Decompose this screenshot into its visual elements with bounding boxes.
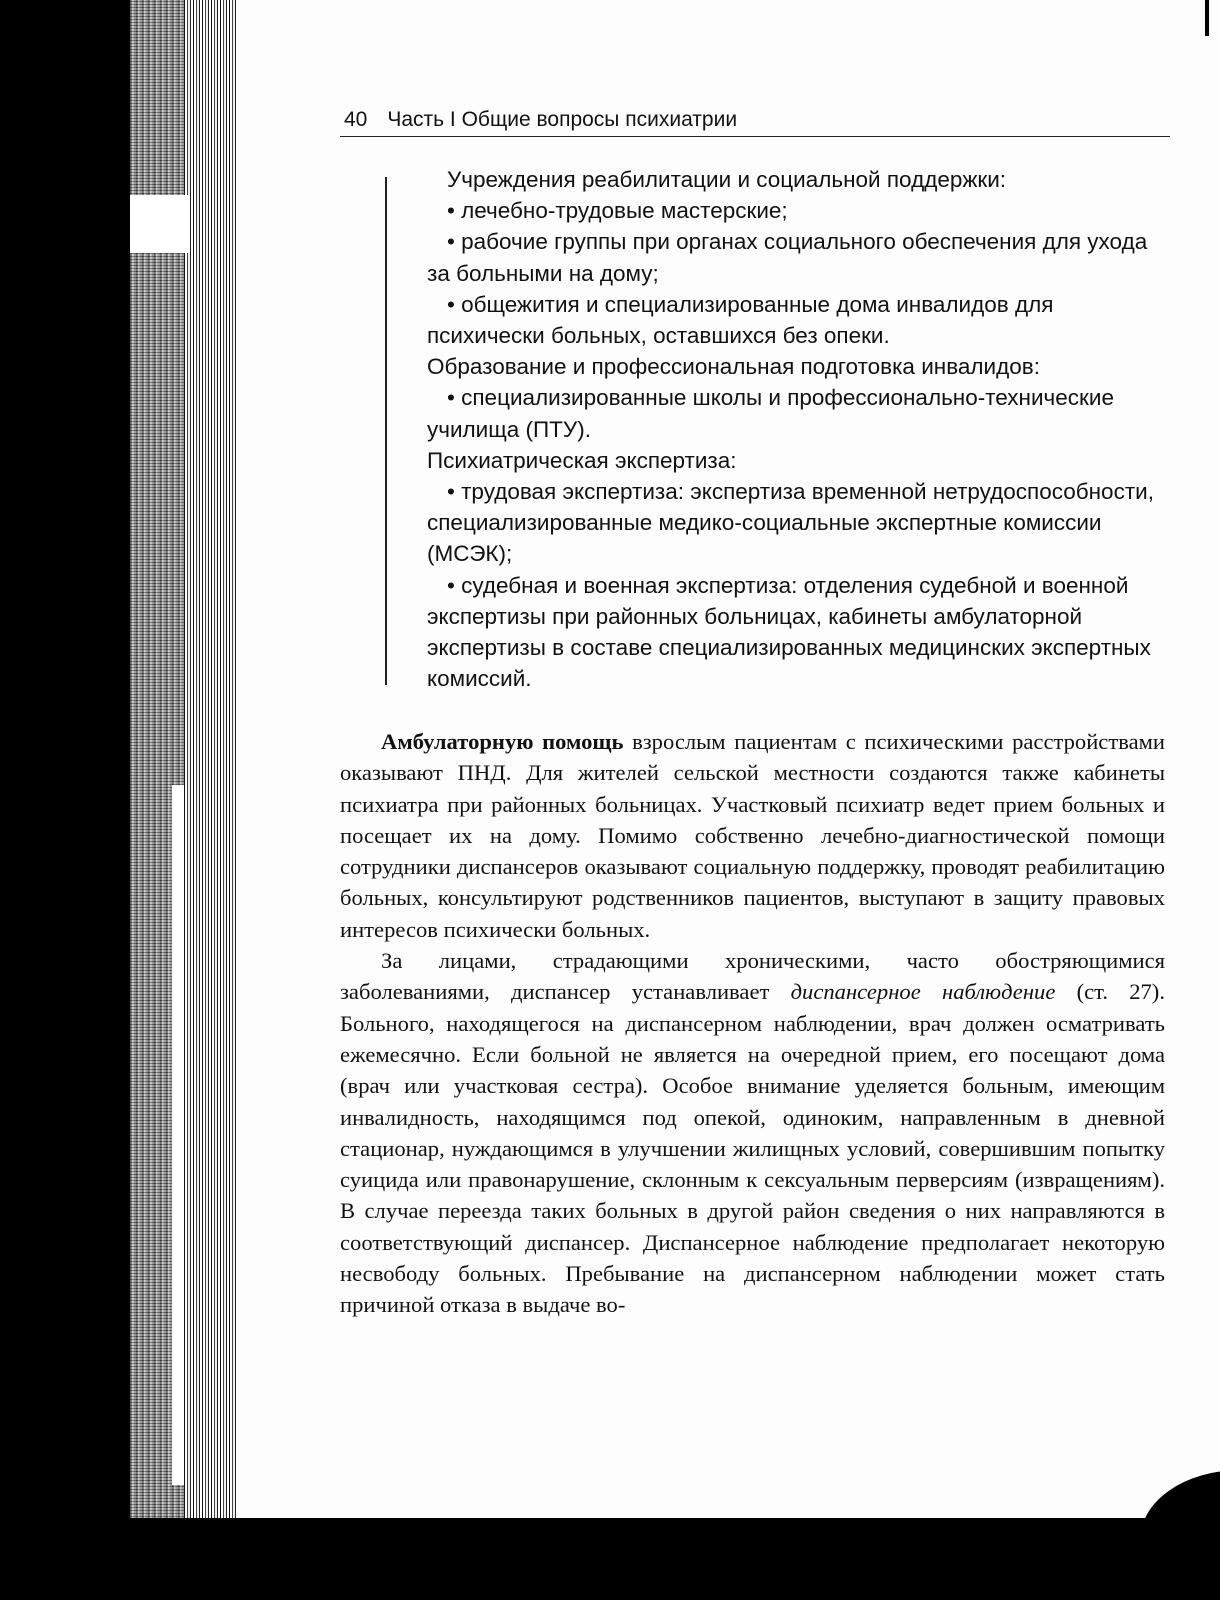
paragraph-text: (ст. 27). Больного, находящегося на диспансерном наблюдении, врач должен осматривать ежемесячно. Если больной не является на очередной прием, его посещают дома (врач или участковая сестра). Особое внимание уделяется больным, имеющим инвалидность, находящимся под опекой, одиноким, направленным в дневной стационар, нуждающимся в улучшении жилищных условий, совершившим попытку суицида или правонарушение, склонным к сексуальным перверсиям (извращениям). В случае переезда таких больных в другой район сведения о них направляются в соответствующий диспансер. Диспансерное наблюдение предполагает некоторую несвободу больных. Пребывание на диспансерном наблюдении может стать причиной отказа в выдаче во-: [340, 979, 1165, 1318]
box-heading: Учреждения реабилитации и социальной поддержки:: [447, 167, 1007, 192]
paragraph-text: За лицами, страдающими хроническими, часто обостряющимися заболеваниями, диспансер устанавливает: [340, 948, 1165, 1005]
box-heading: Психиатрическая экспертиза:: [427, 447, 737, 473]
scan-edge-mark: [1205, 0, 1209, 36]
box-bullet: • рабочие группы при органах социального обеспечения для ухода за больными на дому;: [427, 229, 1148, 286]
running-header: [344, 108, 737, 132]
box-bullet: • трудовая экспертиза: экспертиза временной нетрудоспособности, специализированные медико-социальные экспертные комиссии (МСЭК);: [427, 479, 1154, 567]
box-bullet: • специализированные школы и профессионально-технические училища (ПТУ).: [427, 385, 1114, 442]
scan-shadow: [0, 1518, 1220, 1600]
box-side-rule: [385, 177, 387, 685]
running-title: Часть I Общие вопросы психиатрии: [387, 108, 738, 131]
paragraph: [340, 726, 1165, 945]
box-bullet: • общежития и специализированные дома инвалидов для психически больных, оставшихся без опеки.: [427, 291, 1054, 349]
page-number: 40: [344, 108, 368, 131]
gutter-highlight: [172, 785, 184, 1485]
sidebar-box: [427, 164, 1165, 694]
body-text: [340, 726, 1165, 1321]
paragraph: [340, 945, 1165, 1321]
bold-term: Амбулаторную помощь: [381, 729, 624, 754]
box-bullet: • судебная и военная экспертиза: отделения судебной и военной экспертизы при районных больницах, кабинеты амбулаторной экспертизы в составе специализированных медицинских экспертных комиссий.: [427, 572, 1151, 692]
paragraph-text: взрослым пациентам с психическими расстройствами оказывают ПНД. Для жителей сельской местности создаются также кабинеты психиатра при районных больницах. Участковый психиатр ведет прием больных и посещает их на дому. Помимо собственно лечебно-диагностической помощи сотрудники диспансеров оказывают социальную поддержку, проводят реабилитацию больных, консультируют родственников пациентов, выступают в защиту правовых интересов психически больных.: [340, 729, 1165, 942]
box-bullet: • лечебно-трудовые мастерские;: [447, 198, 788, 224]
header-rule: [340, 136, 1170, 137]
italic-term: диспансерное наблюдение: [790, 979, 1056, 1005]
box-heading: Образование и профессиональная подготовка инвалидов:: [427, 354, 1040, 380]
gutter-highlight: [130, 195, 190, 253]
